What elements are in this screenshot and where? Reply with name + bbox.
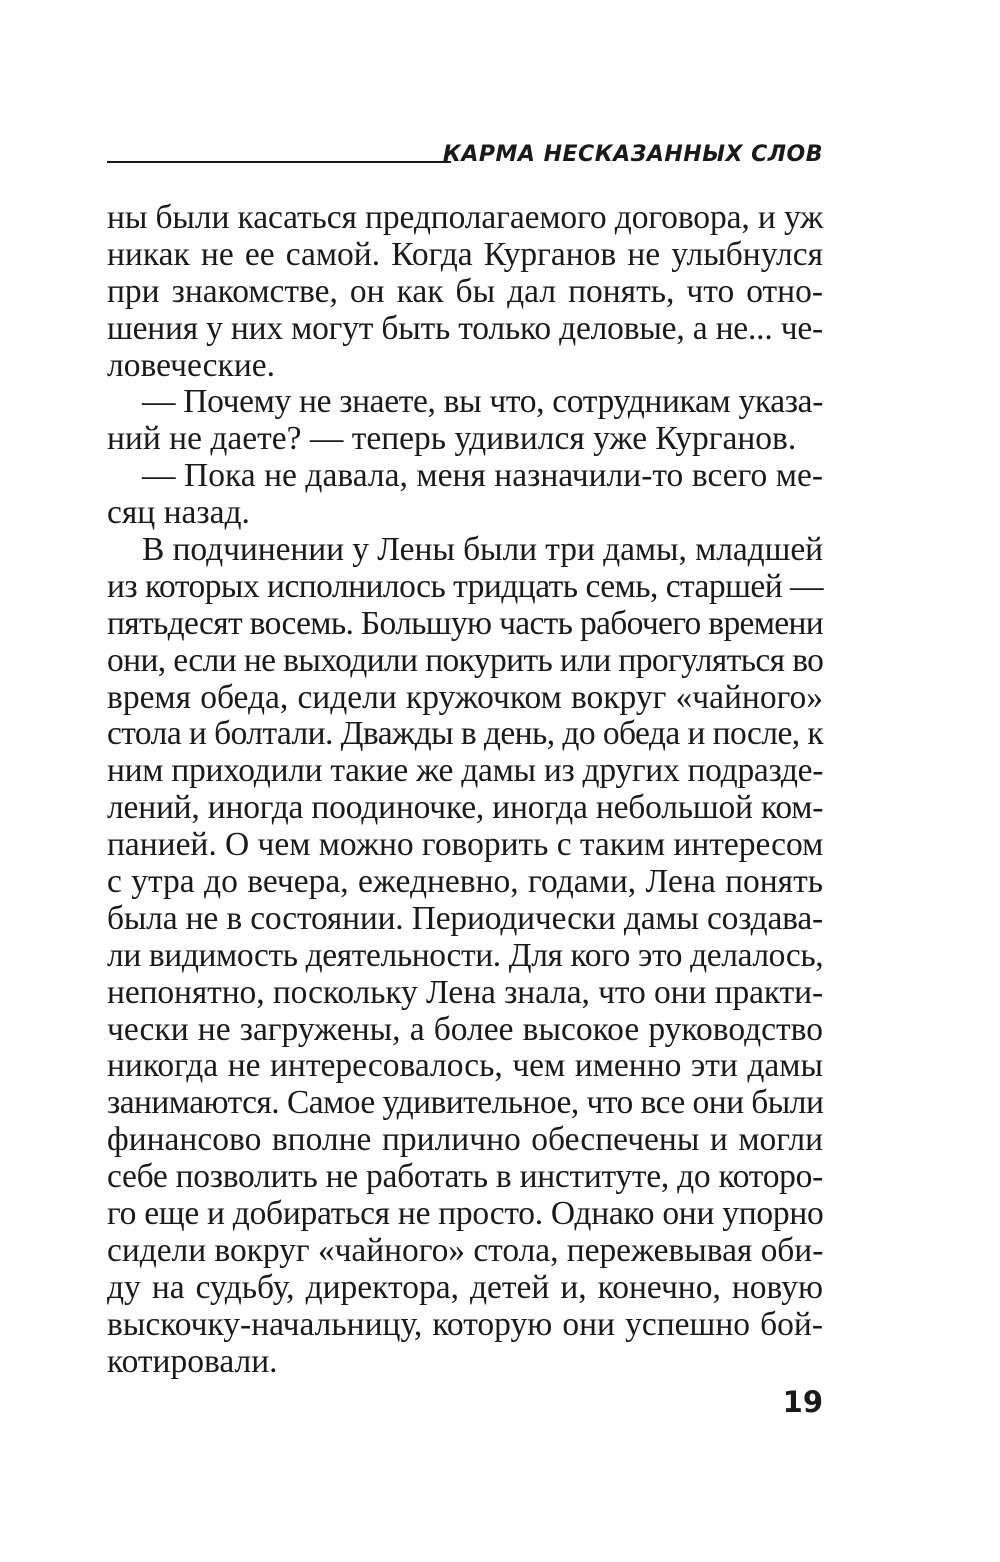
text-line: никогда не интересовалось, чем именно эти дамы (107, 1047, 823, 1085)
text-line: была не в состоянии. Периодически дамы создава- (107, 899, 823, 937)
text-line: непонятно, поскольку Лена знала, что они практи- (107, 973, 823, 1011)
text-line: при знакомстве, он как бы дал понять, что отно- (107, 272, 823, 310)
text-line: выскочку-начальницу, которую они успешно бой- (107, 1305, 823, 1343)
text-line: лений, иногда поодиночке, иногда небольшой ком- (107, 789, 824, 827)
text-line: панией. О чем можно говорить с таким интересом (107, 826, 824, 864)
text-line: сидели вокруг «чайного» стола, пережевывая оби- (107, 1231, 824, 1269)
paragraph (107, 200, 823, 384)
text-line: они, если не выходили покурить или прогуляться во (107, 641, 824, 679)
text-line: ним приходили такие же дамы из других подразде- (107, 752, 824, 790)
text-line: с утра до вечера, ежедневно, годами, Лена понять (107, 863, 823, 901)
paragraph (107, 532, 823, 1380)
text-line: — Почему не знаете, вы что, сотрудникам указа- (142, 383, 823, 421)
text-line: ли видимость деятельности. Для кого это делалось, (107, 936, 824, 974)
text-line: — Пока не давала, меня назначили-то всего ме- (142, 457, 823, 495)
text-line: финансово вполне прилично обеспечены и могли (107, 1121, 823, 1159)
text-line: В подчинении у Лены были три дамы, младшей (142, 531, 823, 569)
header-rule (107, 161, 451, 163)
text-line: чески не загружены, а более высокое руководство (107, 1010, 823, 1048)
page-number: 19 (782, 1385, 823, 1419)
paragraph (107, 384, 823, 458)
text-line: ны были касаться предполагаемого договора, и уж (107, 199, 824, 236)
running-title: КАРМА НЕСКАЗАННЫХ СЛОВ (442, 142, 823, 167)
paragraph (107, 458, 823, 532)
text-line: котировали. (107, 1342, 278, 1380)
text-line: из которых исполнилось тридцать семь, старшей — (107, 567, 823, 605)
text-line: ловеческие. (107, 346, 275, 384)
text-line: го еще и добираться не просто. Однако они упорно (107, 1195, 824, 1233)
text-line: шения у них могут быть только деловые, а не... че- (107, 309, 823, 347)
text-line: ний не даете? — теперь удивился уже Курганов. (107, 420, 797, 458)
text-line: никак не ее самой. Когда Курганов не улыбнулся (107, 235, 823, 273)
text-line: себе позволить не работать в институте, до которо- (107, 1158, 823, 1196)
text-line: сяц назад. (107, 494, 250, 532)
body-text (107, 200, 823, 1381)
text-line: занимаются. Самое удивительное, что все они были (107, 1084, 824, 1122)
text-line: время обеда, сидели кружочком вокруг «чайного» (107, 678, 823, 716)
running-head (107, 140, 823, 170)
text-line: пятьдесят восемь. Большую часть рабочего времени (107, 604, 823, 642)
text-line: стола и болтали. Дважды в день, до обеда и после, к (107, 715, 824, 753)
text-line: ду на судьбу, директора, детей и, конечно, новую (107, 1268, 823, 1306)
